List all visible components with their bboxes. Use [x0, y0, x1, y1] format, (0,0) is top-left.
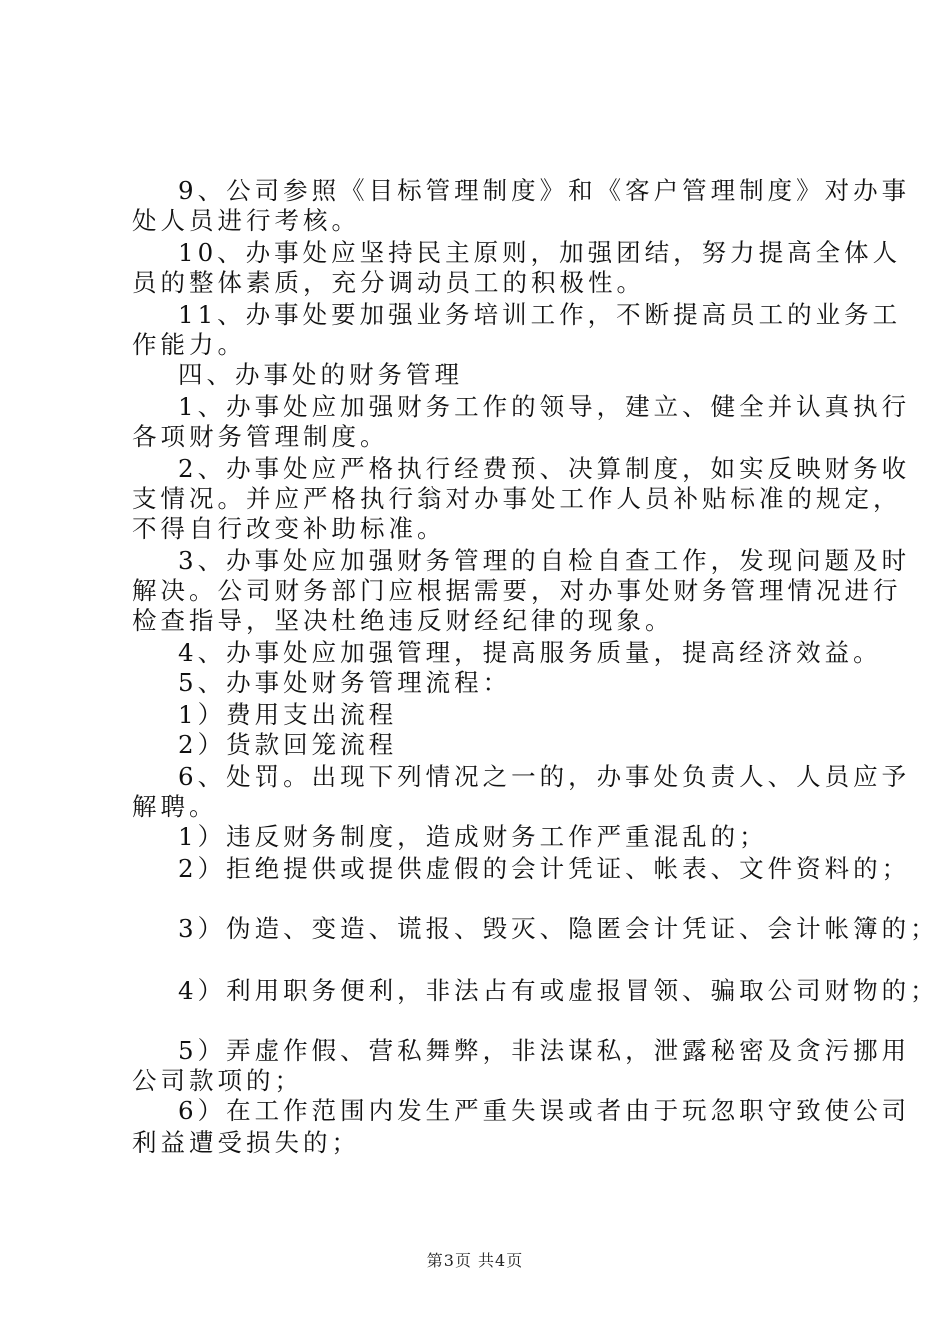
- paragraph-line: 6、处罚。出现下列情况之一的，办事处负责人、人员应予: [178, 762, 911, 791]
- list-item: 1）违反财务制度，造成财务工作严重混乱的；: [178, 822, 768, 851]
- page-number-footer: 第3页 共4页: [426, 1251, 524, 1270]
- paragraph-line: 检查指导，坚决杜绝违反财经纪律的现象。: [132, 606, 674, 635]
- paragraph-line: 3、办事处应加强财务管理的自检自查工作，发现问题及时: [178, 546, 911, 575]
- section-heading: 四、办事处的财务管理: [178, 360, 463, 389]
- list-item: 4）利用职务便利，非法占有或虚报冒领、骗取公司财物的；: [178, 976, 939, 1005]
- paragraph-line: 各项财务管理制度。: [132, 422, 389, 451]
- list-item: 3）伪造、变造、谎报、毁灭、隐匿会计凭证、会计帐簿的；: [178, 914, 939, 943]
- paragraph-line: 11、办事处要加强业务培训工作，不断提高员工的业务工: [178, 300, 902, 329]
- paragraph-line: 10、办事处应坚持民主原则，加强团结，努力提高全体人: [178, 238, 902, 267]
- paragraph-line: 作能力。: [132, 330, 246, 359]
- list-item: 6）在工作范围内发生严重失误或者由于玩忽职守致使公司: [178, 1096, 911, 1125]
- list-item: 2）拒绝提供或提供虚假的会计凭证、帐表、文件资料的；: [178, 854, 911, 883]
- paragraph-line: 1、办事处应加强财务工作的领导，建立、健全并认真执行: [178, 392, 911, 421]
- paragraph-line: 利益遭受损失的；: [132, 1128, 360, 1157]
- paragraph-line: 9、公司参照《目标管理制度》和《客户管理制度》对办事: [178, 176, 911, 205]
- paragraph-line: 解聘。: [132, 792, 218, 821]
- paragraph-line: 2、办事处应严格执行经费预、决算制度，如实反映财务收: [178, 454, 911, 483]
- paragraph-line: 处人员进行考核。: [132, 206, 360, 235]
- paragraph-line: 支情况。并应严格执行翁对办事处工作人员补贴标准的规定，: [132, 484, 902, 513]
- paragraph-line: 解决。公司财务部门应根据需要，对办事处财务管理情况进行: [132, 576, 902, 605]
- paragraph-line: 公司款项的；: [132, 1066, 303, 1095]
- list-item: 5）弄虚作假、营私舞弊，非法谋私，泄露秘密及贪污挪用: [178, 1036, 911, 1065]
- paragraph-line: 不得自行改变补助标准。: [132, 514, 446, 543]
- list-item: 2）货款回笼流程: [178, 730, 398, 759]
- paragraph-line: 4、办事处应加强管理，提高服务质量，提高经济效益。: [178, 638, 882, 667]
- paragraph-line: 5、办事处财务管理流程：: [178, 668, 512, 697]
- paragraph-line: 员的整体素质，充分调动员工的积极性。: [132, 268, 645, 297]
- list-item: 1）费用支出流程: [178, 700, 398, 729]
